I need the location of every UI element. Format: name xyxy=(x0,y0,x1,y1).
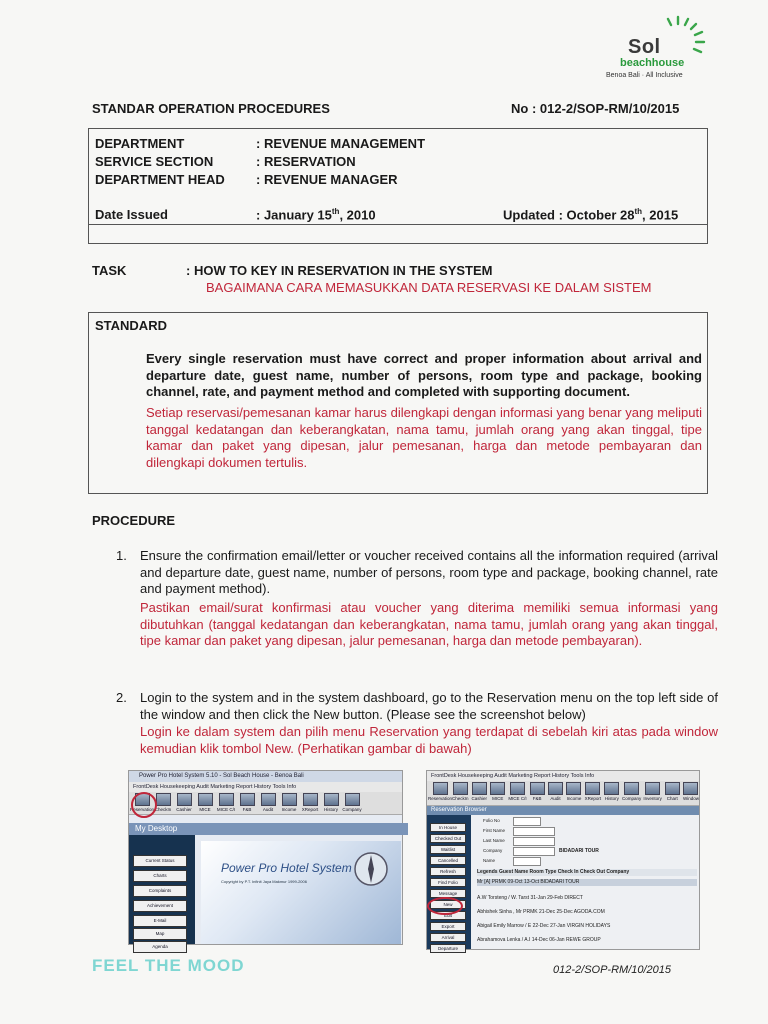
window-icon xyxy=(683,782,698,795)
toolbar-audit: Audit xyxy=(548,781,563,801)
toolbar-cashier: Cashier xyxy=(472,781,488,801)
side-button: Complaints xyxy=(133,885,187,897)
divider xyxy=(88,224,708,225)
company-input xyxy=(513,847,555,856)
toolbar-chart: Chart xyxy=(665,781,680,801)
toolbar-window: Window xyxy=(683,781,699,801)
step-2-text-id: Login ke dalam system dan pilih menu Reservation yang terdapat di sebelah kiri atas pada window kemudian klik tombol New. (Perhatikan gambar di bawah) xyxy=(140,724,718,756)
income-icon xyxy=(282,793,297,806)
side-button: Agenda xyxy=(133,941,187,953)
toolbar-fnb: F&B xyxy=(238,792,256,812)
task-value-indonesian: BAGAIMANA CARA MEMASUKKAN DATA RESERVASI KE DALAM SISTEM xyxy=(206,280,652,295)
mice-icon xyxy=(490,782,505,795)
highlight-circle xyxy=(131,792,157,818)
toolbar-mice-ci: MICE C/I xyxy=(508,781,526,801)
toolbar-company: Company xyxy=(623,781,641,801)
side-button: Export xyxy=(430,922,466,931)
document-number: No : 012-2/SOP-RM/10/2015 xyxy=(511,101,680,116)
side-button: Current Status xyxy=(133,855,187,867)
toolbar-reservation: Reservation xyxy=(431,781,449,801)
toolbar-xreport: XReport xyxy=(301,792,319,812)
field-label: Folio No xyxy=(483,818,500,823)
splash-copyright: Copyright by P.T. Infinit Jaya Makmur 1999-2006 xyxy=(221,879,307,884)
side-button: Map xyxy=(133,928,187,940)
table-row: Mr [A] PRMK 09-Oct 13-Oct BIDADARI TOUR xyxy=(477,879,697,886)
company-icon xyxy=(345,793,360,806)
cashier-icon xyxy=(177,793,192,806)
splash-image xyxy=(201,841,401,944)
department-value: : REVENUE MANAGEMENT xyxy=(256,136,426,151)
side-button: Refresh xyxy=(430,867,466,876)
service-section-label: SERVICE SECTION xyxy=(95,154,214,169)
toolbar-mice-ci: MICE C/I xyxy=(217,792,235,812)
fnb-icon xyxy=(240,793,255,806)
task-label: TASK xyxy=(92,263,127,278)
compass-icon xyxy=(351,849,391,889)
date-issued-value: : January 15th, 2010 xyxy=(256,207,376,223)
last-name-input xyxy=(513,837,555,846)
toolbar-mice: MICE xyxy=(196,792,214,812)
footer-slogan: FEEL THE MOOD xyxy=(92,956,245,975)
logo-brand: Sol xyxy=(628,36,661,58)
splash-title: Power Pro Hotel System xyxy=(221,861,352,875)
toolbar-history: History xyxy=(322,792,340,812)
side-button: Achievement xyxy=(133,900,187,912)
step-1-text-id: Pastikan email/surat konfirmasi atau voucher yang diterima memiliki semua informasi yang dibutuhkan (tanggal kedatangan dan keberangkatan, nama tamu, jumlah orang yang akan tinggal, tipe kamar dan paket yang dipesan, jalur pemesanan, harga dan metode pembayaran). xyxy=(140,600,718,648)
standard-text-id: Setiap reservasi/pemesanan kamar harus dilengkapi dengan informasi yang benar yang meliputi tanggal kedatangan dan keberangkatan, nama tamu, jumlah orang yang akan tinggal, tipe kamar dan paket yang dipesan, jalur pemesanan, harga dan metode pembayaran dan dilengkapi dokumen tertulis. xyxy=(146,405,702,470)
department-label: DEPARTMENT xyxy=(95,136,185,151)
history-icon xyxy=(604,782,619,795)
company-icon xyxy=(624,782,639,795)
side-button: New xyxy=(430,900,466,909)
history-icon xyxy=(324,793,339,806)
field-label: First Name xyxy=(483,828,506,833)
chart-icon xyxy=(665,782,680,795)
logo-sub-brand: beachhouse xyxy=(620,57,685,69)
toolbar-checkin: CheckIn xyxy=(154,792,172,812)
side-button: Charts xyxy=(133,870,187,882)
mice-icon xyxy=(198,793,213,806)
window-title: Power Pro Hotel System 5.10 - Sol Beach House - Benoa Bali xyxy=(129,771,402,782)
field-label: Last Name xyxy=(483,838,505,843)
table-row: Abrahamova Lenka / A.I 14-Dec 06-Jan REWE GROUP xyxy=(477,937,601,943)
field-label: Company xyxy=(483,848,503,853)
task-value: : HOW TO KEY IN RESERVATION IN THE SYSTEM xyxy=(186,263,493,278)
menu-bar: FrontDesk Housekeeping Audit Marketing Report History Tools Info xyxy=(129,782,402,792)
side-button: Waitlist xyxy=(430,845,466,854)
company-value: BIDADARI TOUR xyxy=(559,848,599,854)
highlight-circle xyxy=(427,897,463,915)
audit-icon xyxy=(548,782,563,795)
reservation-icon xyxy=(433,782,448,795)
mice-ci-icon xyxy=(510,782,525,795)
toolbar-history: History xyxy=(604,781,619,801)
table-row: Abhishek Sinha , Mr PRMK 21-Dec 25-Dec AGODA.COM xyxy=(477,909,605,915)
date-issued-label: Date Issued xyxy=(95,207,168,222)
toolbar-company: Company xyxy=(343,792,361,812)
table-row: Abigail Emily Marrow / E 22-Dec 27-Jan VIRGIN HOLIDAYS xyxy=(477,923,611,929)
xreport-icon xyxy=(585,782,600,795)
toolbar-income: Income xyxy=(280,792,298,812)
side-button: In House xyxy=(430,823,466,832)
side-button: Departure xyxy=(430,944,466,953)
side-button: Message xyxy=(430,889,466,898)
step-1-text-en: Ensure the confirmation email/letter or voucher received contains all the information required (arrival and departure date, guest name, number of persons, room type and package, booking channel, rate and payment method). xyxy=(140,548,718,596)
field-label: Name xyxy=(483,858,496,863)
cashier-icon xyxy=(472,782,487,795)
screenshot-reservation-browser xyxy=(426,770,700,950)
income-icon xyxy=(566,782,581,795)
side-panel xyxy=(129,835,195,949)
checkin-icon xyxy=(156,793,171,806)
toolbar-income: Income xyxy=(566,781,581,801)
toolbar-reservation: Reservation xyxy=(133,792,151,812)
step-number: 2. xyxy=(116,690,127,705)
service-section-value: : RESERVATION xyxy=(256,154,356,169)
side-button: Edit xyxy=(430,911,466,920)
toolbar-audit: Audit xyxy=(259,792,277,812)
side-button: Cancelled xyxy=(430,856,466,865)
side-button: E-Mail xyxy=(133,915,187,927)
footer-document-code: 012-2/SOP-RM/10/2015 xyxy=(553,964,672,976)
procedure-label: PROCEDURE xyxy=(92,513,176,528)
checkin-icon xyxy=(453,782,468,795)
side-panel xyxy=(427,815,471,949)
standard-text-en: Every single reservation must have correct and proper information about arrival and departure date, guest name, number of persons, room type and package, booking channel, rate, and payment method and completed with supporting document. xyxy=(146,351,702,399)
toolbar xyxy=(427,781,699,806)
screenshot-dashboard xyxy=(128,770,403,949)
sol-beachhouse-logo xyxy=(598,14,718,84)
department-head-value: : REVENUE MANAGER xyxy=(256,172,398,187)
side-button: Checked Out xyxy=(430,834,466,843)
toolbar-checkin: CheckIn xyxy=(452,781,469,801)
updated-date: Updated : October 28th, 2015 xyxy=(503,207,679,223)
menu-bar: FrontDesk Housekeeping Audit Marketing Report History Tools Info xyxy=(427,771,699,781)
standard-label: STANDARD xyxy=(95,318,167,333)
department-head-label: DEPARTMENT HEAD xyxy=(95,172,225,187)
toolbar-mice: MICE xyxy=(490,781,505,801)
side-button: Arrival xyxy=(430,933,466,942)
toolbar-inventory: Inventory xyxy=(644,781,662,801)
toolbar-xreport: XReport xyxy=(585,781,602,801)
audit-icon xyxy=(261,793,276,806)
fnb-icon xyxy=(530,782,545,795)
document-title: STANDAR OPERATION PROCEDURES xyxy=(92,101,330,116)
logo-location: Benoa Bali · All Inclusive xyxy=(606,72,683,79)
table-row: A.W Torsteng / W. Tarst 31-Jan 29-Feb DIRECT xyxy=(477,895,583,901)
toolbar-cashier: Cashier xyxy=(175,792,193,812)
side-button: Find Folio xyxy=(430,878,466,887)
mice-ci-icon xyxy=(219,793,234,806)
step-number: 1. xyxy=(116,548,127,563)
inventory-icon xyxy=(645,782,660,795)
folio-input xyxy=(513,817,541,826)
table-header: Legends Guest Name Room Type Check In Check Out Company xyxy=(477,869,697,876)
desktop-bar: My Desktop xyxy=(129,823,408,835)
toolbar xyxy=(129,792,402,815)
toolbar-fnb: F&B xyxy=(529,781,544,801)
browser-title-bar: Reservation Browser xyxy=(427,806,699,815)
first-name-input xyxy=(513,827,555,836)
xreport-icon xyxy=(303,793,318,806)
step-2-text-en: Login to the system and in the system dashboard, go to the Reservation menu on the top left side of the window and then click the New button. (Please see the screenshot below) xyxy=(140,690,718,722)
name-input xyxy=(513,857,541,866)
